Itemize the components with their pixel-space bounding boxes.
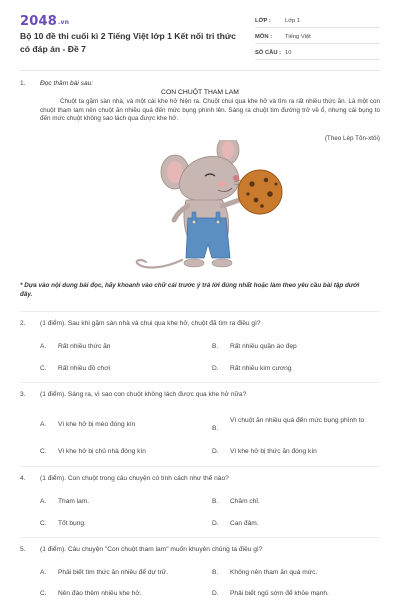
mouse-illustration-svg (130, 140, 285, 280)
logo-text: 2048 (20, 14, 57, 29)
meta-value: 10 (285, 49, 292, 56)
story-text: Chuột ta gặm sàn nhà, và một cái khe hở hiện ra. Chuột chui qua khe hở và tìm ra rất nhiều thức ăn. Là một con chuột tham lam nên chuột ăn nhiều quá đến mức bụng phình lên. Sáng ra chuột tìm đường trở về ổ, nhưng cái bụng to đến mức chuột không sao lách qua được khe hở. (40, 98, 380, 123)
option-text: Chăm chỉ. (230, 498, 260, 505)
section-divider (20, 537, 380, 538)
section-divider (20, 382, 380, 383)
question-number: 1. (20, 80, 26, 87)
option-text: Rất nhiều đồ chơi (58, 365, 110, 372)
meta-value: Tiếng Việt (285, 33, 311, 40)
logo-suffix: .vn (57, 19, 70, 26)
site-logo[interactable] (20, 14, 69, 29)
option-letter: A. (40, 498, 47, 505)
question-text: (1 điểm). Sau khi gặm sàn nhà và chui qua khe hở, chuột đã tìm ra điều gì? (40, 320, 261, 327)
option-letter: A. (40, 343, 47, 350)
option-text: Rất nhiều quần áo đẹp (230, 343, 297, 350)
option-text: Can đảm. (230, 520, 259, 527)
option-letter: C. (40, 520, 47, 527)
question-text: (1 điểm). Con chuột trong câu chuyện có tính cách như thế nào? (40, 475, 229, 482)
meta-row-subject (255, 30, 380, 44)
option-text: Phải biết ngủ sớm để khỏe mạnh. (230, 590, 329, 597)
option-letter: B. (212, 498, 219, 505)
page-header (0, 0, 400, 68)
option-letter: D. (212, 448, 219, 455)
option-text: Vì khe hở bị chủ nhà đóng kín (58, 448, 146, 455)
header-divider (20, 70, 380, 71)
option-text: Phải biết tìm thức ăn nhiều để dự trữ. (58, 569, 169, 576)
option-letter: C. (40, 448, 47, 455)
option-letter: A. (40, 421, 47, 428)
option-text: Nên đào thêm nhiều khe hở. (58, 590, 142, 597)
option-text: Vì khe hở bị thức ăn đóng kín (230, 448, 317, 455)
question-number: 2. (20, 320, 26, 327)
question-number: 5. (20, 546, 26, 553)
option-text: Rất nhiều thức ăn (58, 343, 111, 350)
option-text: Rất nhiều kim cương (230, 365, 292, 372)
meta-key: MÔN : (255, 33, 273, 40)
story-source: (Theo Lép Tôn-xtôi) (324, 135, 380, 142)
option-text: Không nên tham ăn quá mức. (230, 569, 318, 576)
meta-value: Lớp 1 (285, 17, 301, 24)
mouse-cookie-illustration (130, 140, 285, 280)
option-letter: D. (212, 590, 219, 597)
option-text: Vì chuột ăn nhiều quá đến mức bụng phình to (230, 417, 365, 424)
option-letter: B. (212, 425, 219, 432)
section-divider (20, 466, 380, 467)
story-title: CON CHUỘT THAM LAM (161, 89, 239, 96)
document-title: Bộ 10 đề thi cuối kì 2 Tiếng Việt lớp 1 Kết nối tri thức có đáp án - Đề 7 (20, 31, 236, 54)
question-number: 3. (20, 391, 26, 398)
option-letter: B. (212, 569, 219, 576)
option-letter: A. (40, 569, 47, 576)
option-text: Tham lam. (58, 498, 90, 505)
meta-row-count (255, 46, 380, 60)
option-text: Tốt bụng. (58, 520, 86, 527)
option-letter: D. (212, 520, 219, 527)
reading-instruction: Đọc thầm bài sau: (40, 80, 94, 87)
option-letter: C. (40, 590, 47, 597)
meta-key: LỚP : (255, 17, 271, 24)
document-meta (255, 14, 380, 62)
meta-row-grade (255, 14, 380, 28)
option-text: Vì khe hở bị mèo đóng kín (58, 421, 136, 428)
meta-key: SỐ CÂU : (255, 49, 282, 56)
option-letter: C. (40, 365, 47, 372)
option-letter: D. (212, 365, 219, 372)
section-divider (20, 311, 380, 312)
task-instruction: * Dựa vào nội dung bài đọc, hãy khoanh vào chữ cái trước ý trả lời đúng nhất hoặc làm theo yêu cầu bài tập dưới đây. (20, 282, 360, 298)
question-text: (1 điểm). Câu chuyện "Con chuột tham lam" muốn khuyên chúng ta điều gì? (40, 546, 263, 553)
question-text: (1 điểm). Sáng ra, vì sao con chuột không lách được qua khe hở nữa? (40, 391, 247, 398)
option-letter: B. (212, 343, 219, 350)
question-number: 4. (20, 475, 26, 482)
